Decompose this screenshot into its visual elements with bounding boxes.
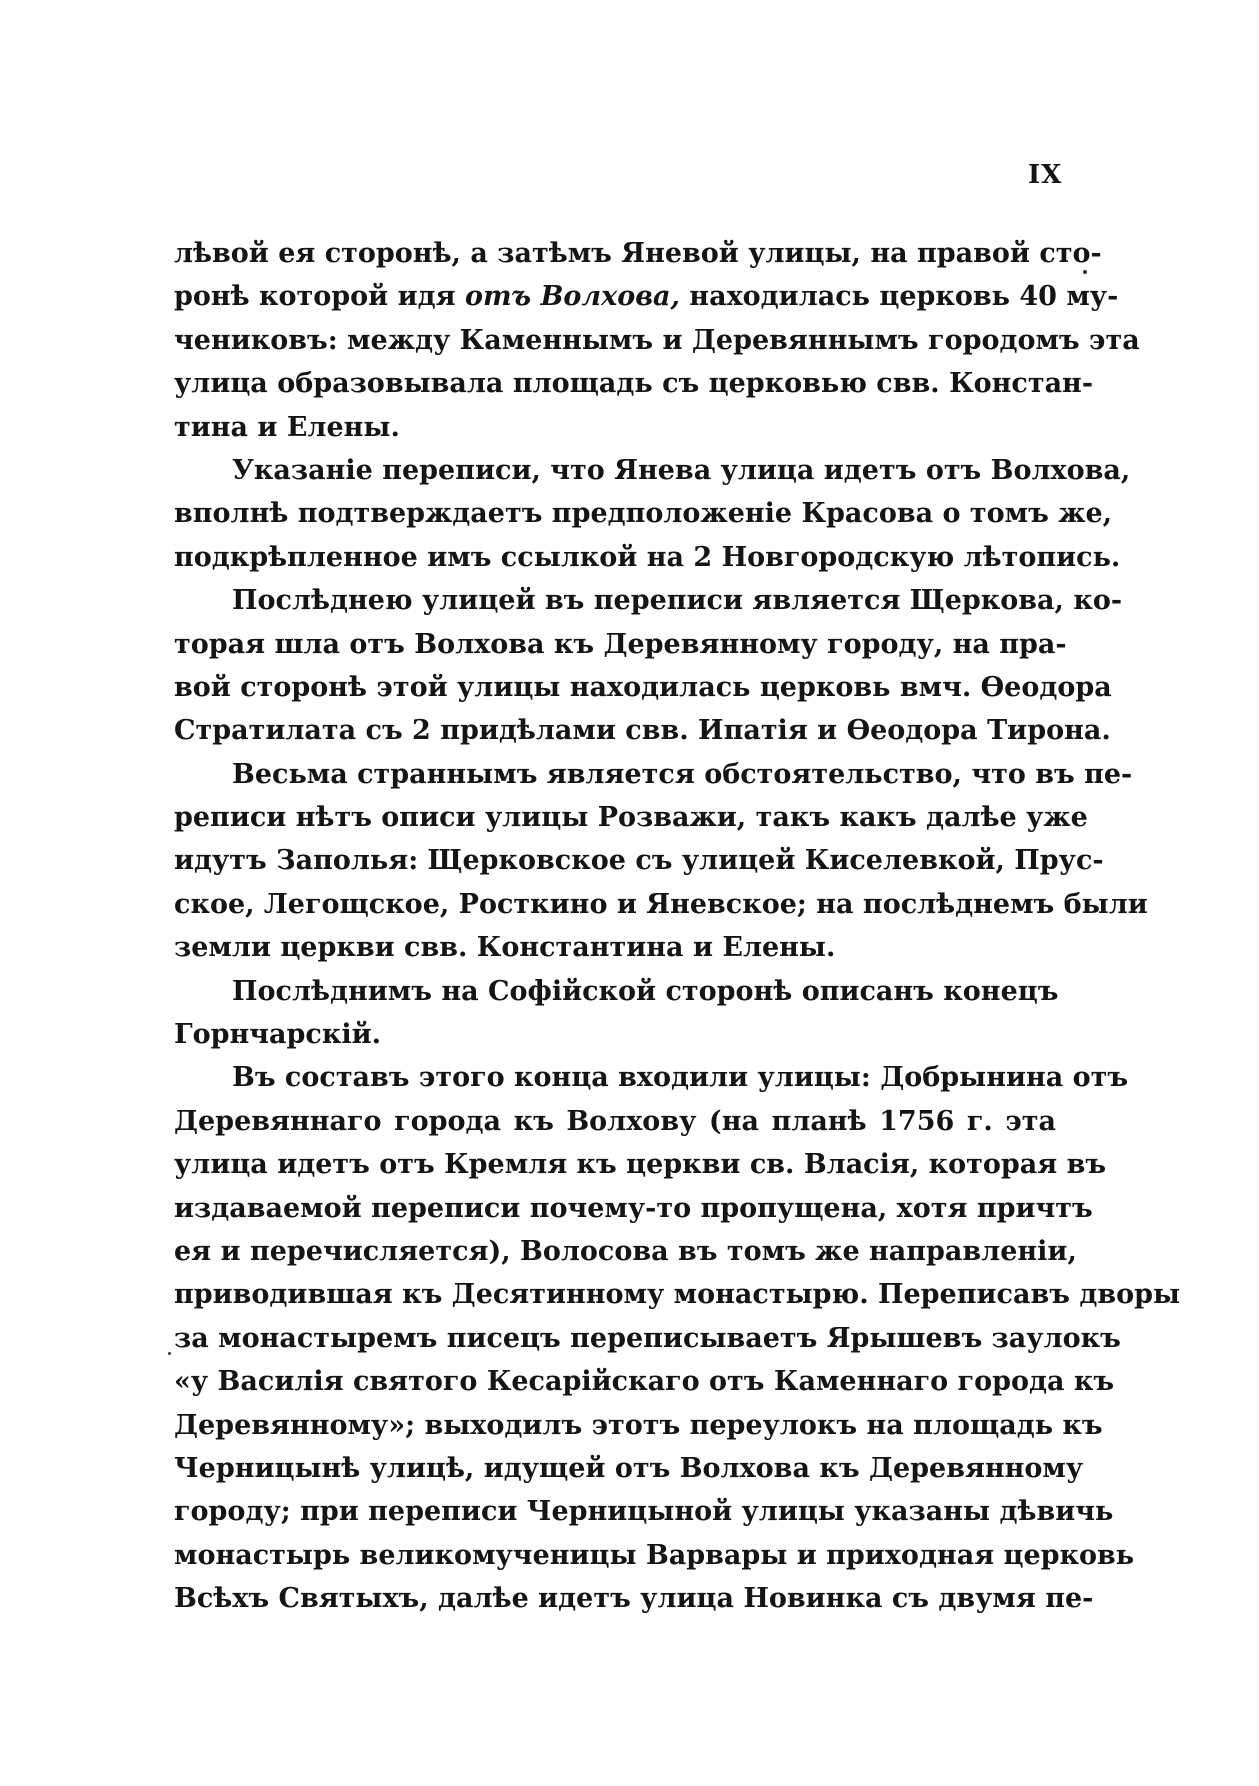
- text-segment: находилась церковь 40 му-: [679, 281, 1119, 313]
- text-segment: ронѣ которой идя: [174, 281, 465, 313]
- text-line: Всѣхъ Святыхъ, далѣе идетъ улица Новинка съ двумя пе-: [174, 1583, 1094, 1615]
- text-line: приводившая къ Десятинному монастырю. Переписавъ дворы: [174, 1279, 1181, 1311]
- print-speck: [1083, 270, 1087, 274]
- text-line: [174, 275, 1119, 318]
- text-line: Стратилата съ 2 придѣлами свв. Ипатія и Ѳеодора Тирона.: [174, 715, 1111, 747]
- page-number: IX: [1028, 160, 1063, 190]
- text-line: вполнѣ подтверждаетъ предположеніе Красова о томъ же,: [174, 498, 1113, 530]
- text-line: Черницынѣ улицѣ, идущей отъ Волхова къ Деревянному: [174, 1452, 1084, 1484]
- text-line: вой сторонѣ этой улицы находилась церковь вмч. Ѳеодора: [174, 671, 1112, 703]
- text-line: торая шла отъ Волхова къ Деревянному городу, на пра-: [174, 628, 1067, 660]
- text-line: земли церкви свв. Константина и Елены.: [174, 932, 836, 964]
- text-line: ское, Легощское, Росткино и Яневское; на послѣднемъ были: [174, 888, 1148, 920]
- text-line: Горнчарскій.: [174, 1019, 382, 1051]
- text-line: городу; при переписи Черницыной улицы указаны дѣвичь: [174, 1496, 1114, 1528]
- text-line: улица идетъ отъ Кремля къ церкви св. Власія, которая въ: [174, 1149, 1107, 1181]
- text-line: чениковъ: между Каменнымъ и Деревяннымъ городомъ эта: [174, 324, 1140, 356]
- text-line: за монастыремъ писецъ переписываетъ Ярышевъ заулокъ: [174, 1322, 1121, 1354]
- italic-text-segment: отъ Волхова,: [464, 281, 680, 313]
- text-line: идутъ Заполья: Щерковское съ улицей Киселевкой, Прус-: [174, 845, 1104, 877]
- text-line: лѣвой ея сторонѣ, а затѣмъ Яневой улицы, на правой сто-: [174, 238, 1102, 269]
- print-speck: [168, 1352, 171, 1355]
- text-line: тина и Елены.: [174, 411, 400, 443]
- text-line: Послѣднимъ на Софійской сторонѣ описанъ конецъ: [232, 975, 1059, 1007]
- text-line: монастырь великомученицы Варвары и приходная церковь: [174, 1539, 1135, 1571]
- text-line: Послѣднею улицей въ переписи является Щеркова, ко-: [232, 585, 1123, 617]
- text-line: Въ составъ этого конца входили улицы: Добрынина отъ: [232, 1062, 1129, 1094]
- text-line: Деревянному»; выходилъ этотъ переулокъ на площадь къ: [174, 1409, 1103, 1441]
- text-line: реписи нѣтъ описи улицы Розважи, такъ какъ далѣе уже: [174, 802, 1088, 834]
- text-line: ея и перечисляется), Волосова въ томъ же направленіи,: [174, 1235, 1077, 1267]
- text-line: Указаніе переписи, что Янева улица идетъ отъ Волхова,: [232, 454, 1131, 486]
- body-text: [174, 232, 1181, 1621]
- text-line: Деревяннаго города къ Волхову (на планѣ 1756 г. эта: [174, 1105, 1056, 1137]
- text-line: «у Василія святого Кесарійскаго отъ Каменнаго города къ: [174, 1366, 1115, 1398]
- text-line: Весьма страннымъ является обстоятельство, что въ пе-: [232, 758, 1133, 790]
- text-line: подкрѣпленное имъ ссылкой на 2 Новгородскую лѣтопись.: [174, 541, 1121, 573]
- text-line: улица образовывала площадь съ церковью свв. Констан-: [174, 368, 1094, 400]
- text-line: издаваемой переписи почему-то пропущена, хотя причтъ: [174, 1192, 1093, 1224]
